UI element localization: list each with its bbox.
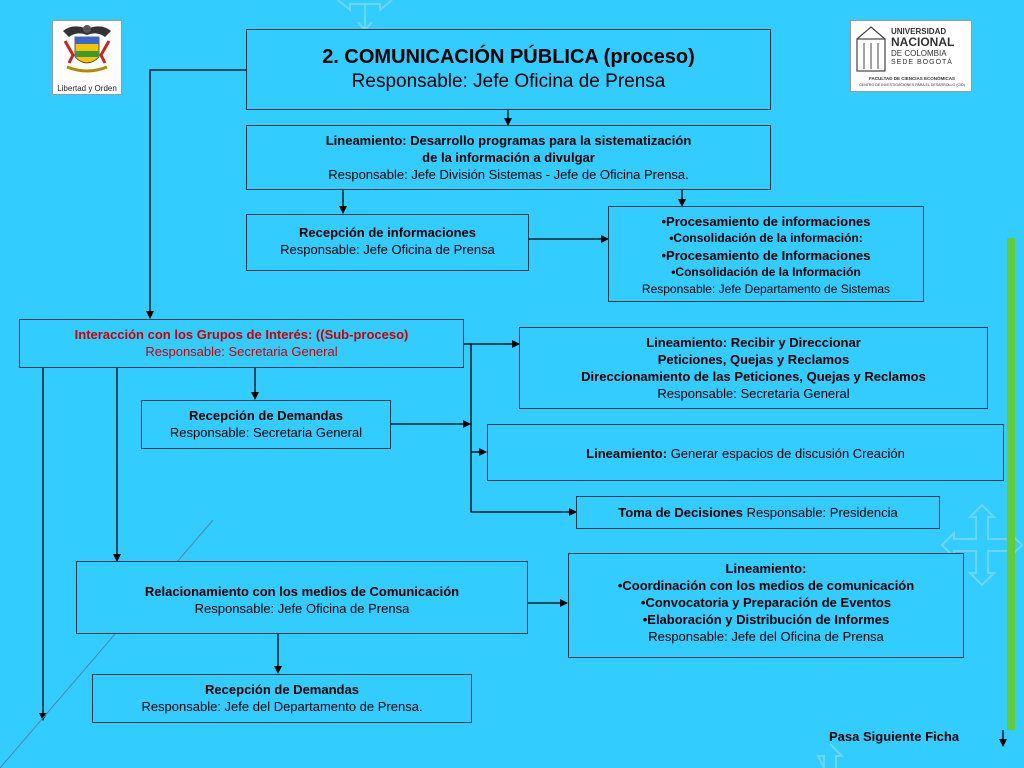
recepcion-demandas-title: Recepción de Demandas — [189, 408, 343, 423]
lineamiento-pqr-line1: Lineamiento: Recibir y Direccionar — [646, 335, 861, 350]
procesamiento-resp: Responsable: Jefe Departamento de Sistemas — [641, 282, 891, 296]
universidad-nacional-logo — [850, 20, 972, 92]
decorative-diagonal-line — [0, 520, 213, 768]
relacionamiento-resp: Responsable: Jefe Oficina de Prensa — [194, 601, 410, 616]
recepcion-demandas-box — [141, 400, 391, 449]
toma-decisiones-label: Toma de Decisiones — [618, 505, 744, 520]
green-side-bar — [1007, 238, 1015, 730]
lineamiento-medios-line2: •Coordinación con los medios de comunicación — [617, 578, 915, 593]
logo-right-line4: SEDE BOGOTÁ — [891, 59, 953, 66]
lineamiento-sistematizacion-resp: Responsable: Jefe División Sistemas - Jefe de Oficina Prensa. — [328, 167, 689, 182]
interaccion-resp: Responsable: Secretaria General — [145, 344, 338, 359]
lineamiento-espacios-label: Lineamiento: — [586, 446, 668, 461]
recepcion-demandas-prensa-box — [92, 674, 472, 723]
coat-of-arms-logo — [52, 20, 122, 95]
university-building-icon — [855, 25, 887, 73]
decorative-arrow-bottom — [790, 742, 870, 768]
procesamiento-line3: •Procesamiento de Informaciones — [661, 248, 871, 263]
lineamiento-sistematizacion-box — [246, 125, 771, 190]
recepcion-informaciones-box — [246, 214, 529, 271]
interaccion-title: Interacción con los Grupos de Interés: ((Sub-proceso) — [74, 327, 409, 342]
logo-right-line3: DE COLOMBIA — [891, 49, 947, 58]
procesamiento-line4: •Consolidación de la Información — [671, 265, 861, 279]
logo-right-line1: UNIVERSIDAD — [891, 27, 947, 36]
recepcion-informaciones-resp: Responsable: Jefe Oficina de Prensa — [280, 242, 495, 257]
procesamiento-line1: •Procesamiento de informaciones — [661, 214, 871, 229]
toma-decisiones-text: Responsable: Presidencia — [743, 505, 898, 520]
relacionamiento-medios-box — [76, 561, 528, 634]
procesamiento-line2: •Consolidación de la información: — [669, 231, 863, 245]
next-page-link[interactable]: Pasa Siguiente Ficha — [829, 729, 960, 744]
process-title-box — [246, 29, 771, 110]
lineamiento-pqr-line2: Peticiones, Quejas y Reclamos — [657, 352, 850, 367]
recepcion-demandas-resp: Responsable: Secretaria General — [169, 425, 363, 440]
recepcion-demandas-prensa-resp: Responsable: Jefe del Departamento de Prensa. — [141, 699, 423, 714]
toma-decisiones-box — [576, 496, 940, 529]
relacionamiento-title: Relacionamiento con los medios de Comunicación — [144, 584, 460, 599]
lineamiento-medios-line3: •Convocatoria y Preparación de Eventos — [640, 595, 892, 610]
lineamiento-espacios-text: Generar espacios de discusión Creación — [667, 446, 905, 461]
lineamiento-medios-line4: •Elaboración y Distribución de Informes — [642, 612, 890, 627]
lineamiento-medios-resp: Responsable: Jefe del Oficina de Prensa — [648, 629, 884, 644]
procesamiento-informaciones-box — [608, 206, 924, 302]
lineamiento-sistematizacion-line1: Lineamiento: Desarrollo programas para la sistematización — [325, 133, 692, 148]
lineamiento-medios-line1: Lineamiento: — [725, 561, 807, 576]
process-title: 2. COMUNICACIÓN PÚBLICA (proceso) — [322, 46, 695, 68]
lineamiento-pqr-line3: Direccionamiento de las Peticiones, Quejas y Reclamos — [581, 369, 926, 384]
interaccion-grupos-box — [19, 319, 464, 368]
coat-of-arms-icon — [53, 21, 121, 79]
recepcion-informaciones-title: Recepción de informaciones — [299, 225, 476, 240]
arrow-title-to-interaccion — [150, 70, 246, 318]
process-responsible: Responsable: Jefe Oficina de Prensa — [351, 71, 666, 92]
logo-right-line5: FACULTAD DE CIENCIAS ECONÓMICAS — [868, 76, 956, 81]
lineamiento-medios-box — [568, 553, 964, 658]
lineamiento-pqr-resp: Responsable: Secretaria General — [657, 386, 850, 401]
lineamiento-espacios-box — [487, 424, 1004, 481]
coat-of-arms-caption: Libertad y Orden — [57, 84, 117, 93]
lineamiento-pqr-box — [519, 327, 988, 409]
logo-right-line6: CENTRO DE INVESTIGACIONES PARA EL DESARROLLO (CID) — [859, 83, 965, 87]
recepcion-demandas-prensa-title: Recepción de Demandas — [205, 682, 359, 697]
lineamiento-sistematizacion-line2: de la información a divulgar — [422, 150, 595, 165]
logo-right-line2: NACIONAL — [891, 35, 955, 49]
